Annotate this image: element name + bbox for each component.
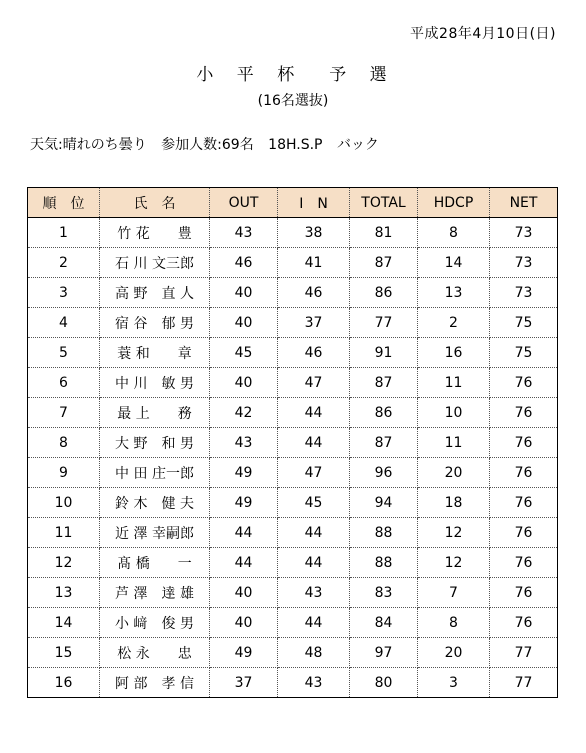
- cell-hdcp: 2: [418, 308, 490, 338]
- cell-net: 73: [490, 218, 558, 248]
- cell-net: 73: [490, 278, 558, 308]
- cell-out: 49: [210, 488, 278, 518]
- page-title: 小 平 杯 予 選: [196, 65, 396, 85]
- cell-name: 阿 部 孝 信: [100, 668, 210, 698]
- cell-in: 48: [278, 638, 350, 668]
- cell-hdcp: 3: [418, 668, 490, 698]
- cell-total: 86: [350, 398, 418, 428]
- cell-total: 94: [350, 488, 418, 518]
- cell-name: 高 野 直 人: [100, 278, 210, 308]
- results-body: [28, 218, 558, 698]
- cell-out: 40: [210, 578, 278, 608]
- cell-in: 44: [278, 548, 350, 578]
- cell-net: 76: [490, 548, 558, 578]
- cell-name: 蓑 和 章: [100, 338, 210, 368]
- cell-in: 46: [278, 278, 350, 308]
- table-row: [28, 458, 558, 488]
- cell-hdcp: 11: [418, 428, 490, 458]
- table-row: [28, 638, 558, 668]
- header-hdcp: HDCP: [418, 188, 490, 218]
- cell-in: 41: [278, 248, 350, 278]
- table-row: [28, 428, 558, 458]
- cell-net: 76: [490, 458, 558, 488]
- cell-rank: 11: [28, 518, 100, 548]
- table-row: [28, 548, 558, 578]
- table-row: [28, 668, 558, 698]
- cell-in: 44: [278, 608, 350, 638]
- cell-hdcp: 12: [418, 518, 490, 548]
- cell-out: 46: [210, 248, 278, 278]
- cell-total: 88: [350, 518, 418, 548]
- cell-out: 40: [210, 608, 278, 638]
- results-table: [27, 187, 558, 698]
- cell-net: 76: [490, 398, 558, 428]
- cell-hdcp: 11: [418, 368, 490, 398]
- cell-out: 40: [210, 308, 278, 338]
- cell-name: 中 川 敏 男: [100, 368, 210, 398]
- cell-hdcp: 18: [418, 488, 490, 518]
- event-info: [30, 134, 389, 154]
- cell-name: 小 﨑 俊 男: [100, 608, 210, 638]
- cell-out: 43: [210, 428, 278, 458]
- cell-hdcp: 20: [418, 458, 490, 488]
- cell-rank: 2: [28, 248, 100, 278]
- participants-info: 参加人数:69名: [161, 137, 254, 153]
- cell-name: 宿 谷 郁 男: [100, 308, 210, 338]
- table-row: [28, 218, 558, 248]
- cell-rank: 3: [28, 278, 100, 308]
- cell-name: 芦 澤 達 雄: [100, 578, 210, 608]
- cell-rank: 14: [28, 608, 100, 638]
- cell-hdcp: 8: [418, 218, 490, 248]
- cell-out: 49: [210, 458, 278, 488]
- table-row: [28, 278, 558, 308]
- cell-out: 40: [210, 278, 278, 308]
- cell-rank: 7: [28, 398, 100, 428]
- cell-name: 鈴 木 健 夫: [100, 488, 210, 518]
- cell-hdcp: 8: [418, 608, 490, 638]
- cell-total: 96: [350, 458, 418, 488]
- table-row: [28, 338, 558, 368]
- cell-total: 80: [350, 668, 418, 698]
- cell-total: 83: [350, 578, 418, 608]
- header-net: NET: [490, 188, 558, 218]
- cell-name: 大 野 和 男: [100, 428, 210, 458]
- cell-rank: 10: [28, 488, 100, 518]
- cell-rank: 13: [28, 578, 100, 608]
- cell-net: 76: [490, 578, 558, 608]
- table-row: [28, 578, 558, 608]
- table-row: [28, 398, 558, 428]
- table-row: [28, 488, 558, 518]
- cell-in: 43: [278, 668, 350, 698]
- cell-net: 73: [490, 248, 558, 278]
- cell-hdcp: 7: [418, 578, 490, 608]
- cell-total: 77: [350, 308, 418, 338]
- holes-info: 18H.S.P: [268, 137, 323, 153]
- cell-in: 46: [278, 338, 350, 368]
- cell-out: 44: [210, 548, 278, 578]
- cell-net: 76: [490, 368, 558, 398]
- cell-hdcp: 10: [418, 398, 490, 428]
- cell-in: 44: [278, 518, 350, 548]
- table-row: [28, 368, 558, 398]
- cell-net: 76: [490, 518, 558, 548]
- header-total: TOTAL: [350, 188, 418, 218]
- cell-in: 37: [278, 308, 350, 338]
- cell-net: 76: [490, 488, 558, 518]
- cell-total: 81: [350, 218, 418, 248]
- cell-out: 43: [210, 218, 278, 248]
- header-rank: 順 位: [28, 188, 100, 218]
- cell-in: 38: [278, 218, 350, 248]
- cell-out: 40: [210, 368, 278, 398]
- cell-total: 91: [350, 338, 418, 368]
- cell-name: 近 澤 幸嗣郎: [100, 518, 210, 548]
- cell-net: 76: [490, 608, 558, 638]
- header-out: OUT: [210, 188, 278, 218]
- weather-info: 天気:晴れのち曇り: [30, 137, 147, 153]
- tee-info: バック: [336, 137, 379, 153]
- cell-rank: 8: [28, 428, 100, 458]
- cell-in: 45: [278, 488, 350, 518]
- cell-hdcp: 12: [418, 548, 490, 578]
- cell-rank: 4: [28, 308, 100, 338]
- cell-total: 87: [350, 368, 418, 398]
- cell-net: 75: [490, 308, 558, 338]
- cell-in: 43: [278, 578, 350, 608]
- table-row: [28, 518, 558, 548]
- table-row: [28, 608, 558, 638]
- cell-in: 44: [278, 428, 350, 458]
- cell-out: 37: [210, 668, 278, 698]
- cell-total: 87: [350, 248, 418, 278]
- cell-hdcp: 13: [418, 278, 490, 308]
- cell-hdcp: 16: [418, 338, 490, 368]
- cell-name: 中 田 庄一郎: [100, 458, 210, 488]
- cell-rank: 9: [28, 458, 100, 488]
- cell-in: 44: [278, 398, 350, 428]
- cell-in: 47: [278, 368, 350, 398]
- cell-total: 88: [350, 548, 418, 578]
- cell-out: 45: [210, 338, 278, 368]
- cell-name: 竹 花 豊: [100, 218, 210, 248]
- cell-total: 86: [350, 278, 418, 308]
- cell-name: 最 上 務: [100, 398, 210, 428]
- page-subtitle: (16名選抜): [257, 93, 329, 109]
- table-row: [28, 248, 558, 278]
- cell-rank: 1: [28, 218, 100, 248]
- cell-in: 47: [278, 458, 350, 488]
- cell-hdcp: 14: [418, 248, 490, 278]
- cell-name: 髙 橋 一: [100, 548, 210, 578]
- cell-net: 75: [490, 338, 558, 368]
- cell-rank: 5: [28, 338, 100, 368]
- cell-total: 84: [350, 608, 418, 638]
- cell-name: 石 川 文三郎: [100, 248, 210, 278]
- cell-total: 87: [350, 428, 418, 458]
- cell-rank: 12: [28, 548, 100, 578]
- cell-net: 76: [490, 428, 558, 458]
- cell-rank: 15: [28, 638, 100, 668]
- cell-rank: 16: [28, 668, 100, 698]
- cell-out: 42: [210, 398, 278, 428]
- cell-out: 44: [210, 518, 278, 548]
- header-in: I N: [278, 188, 350, 218]
- cell-out: 49: [210, 638, 278, 668]
- cell-hdcp: 20: [418, 638, 490, 668]
- event-date: 平成28年4月10日(日): [410, 26, 556, 42]
- table-row: [28, 308, 558, 338]
- cell-name: 松 永 忠: [100, 638, 210, 668]
- cell-total: 97: [350, 638, 418, 668]
- cell-net: 77: [490, 668, 558, 698]
- header-row: [28, 188, 558, 218]
- header-name: 氏 名: [100, 188, 210, 218]
- cell-net: 77: [490, 638, 558, 668]
- cell-rank: 6: [28, 368, 100, 398]
